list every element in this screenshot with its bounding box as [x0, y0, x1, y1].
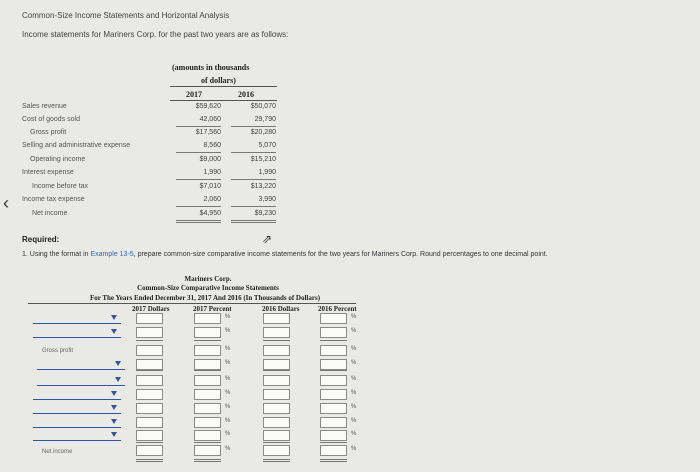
statement-rule: [28, 303, 356, 304]
percent-sign: %: [225, 376, 231, 382]
percent-2016-input[interactable]: [320, 345, 347, 356]
row-value-2017: 8,560: [203, 142, 221, 149]
percent-2017-input[interactable]: [194, 359, 221, 370]
percent-2016-input[interactable]: [320, 417, 347, 428]
dollars-2016-input[interactable]: [263, 327, 290, 338]
dollars-2017-input[interactable]: [136, 403, 163, 414]
year-2016-header: 2016: [238, 90, 254, 99]
line-item-dropdown[interactable]: [33, 418, 121, 428]
row-label: Selling and administrative expense: [22, 142, 131, 149]
row-value-2017: $17,560: [195, 129, 221, 136]
row-label: Net income: [32, 210, 68, 217]
total-double-rule: [176, 220, 221, 223]
col-2016-percent: 2016 Percent: [318, 305, 357, 313]
dollars-2017-input[interactable]: [136, 430, 163, 441]
chevron-down-icon: [111, 329, 117, 334]
subtotal-rule: [136, 370, 163, 371]
dollars-2016-input[interactable]: [263, 430, 290, 441]
subtotal-rule: [263, 370, 290, 371]
chevron-down-icon: [111, 419, 117, 424]
line-item-dropdown[interactable]: [37, 360, 125, 370]
percent-sign: %: [225, 446, 231, 452]
row-value-2017: $9,000: [199, 156, 221, 163]
percent-2017-input[interactable]: [194, 313, 221, 324]
row-value-2017: 42,060: [199, 116, 221, 123]
row-value-2016: 1,990: [258, 169, 276, 176]
statement-heading: Common-Size Comparative Income Statements: [137, 284, 279, 292]
subtotal-rule: [136, 340, 163, 341]
percent-2017-input[interactable]: [194, 445, 221, 456]
row-value-2016: 5,070: [258, 142, 276, 149]
dollars-2017-input[interactable]: [136, 445, 163, 456]
percent-2017-input[interactable]: [194, 403, 221, 414]
row-label: Cost of goods sold: [22, 116, 80, 123]
percent-2016-input[interactable]: [320, 375, 347, 386]
chevron-down-icon: [115, 361, 121, 366]
page-title: Common-Size Income Statements and Horizontal Analysis: [22, 11, 230, 20]
dollars-2016-input[interactable]: [263, 417, 290, 428]
row-value-2016: $20,280: [250, 129, 276, 136]
percent-sign: %: [225, 418, 231, 424]
percent-sign: %: [351, 390, 357, 396]
total-double-rule: [263, 459, 290, 462]
percent-sign: %: [351, 446, 357, 452]
row-value-2017: $4,950: [199, 210, 221, 217]
percent-2016-input[interactable]: [320, 313, 347, 324]
chevron-down-icon: [111, 432, 117, 437]
percent-sign: %: [351, 360, 357, 366]
total-double-rule: [136, 459, 163, 462]
percent-sign: %: [225, 328, 231, 334]
row-value-2017: $7,010: [199, 183, 221, 190]
line-item-dropdown[interactable]: [33, 390, 121, 400]
subtotal-rule: [231, 179, 276, 180]
percent-2016-input[interactable]: [320, 327, 347, 338]
chevron-down-icon: [111, 315, 117, 320]
total-double-rule: [231, 220, 276, 223]
row-value-2016: $13,220: [250, 183, 276, 190]
line-item-dropdown[interactable]: [33, 404, 121, 414]
row-label: Income before tax: [32, 183, 89, 190]
percent-sign: %: [225, 390, 231, 396]
dollars-2017-input[interactable]: [136, 389, 163, 400]
percent-2017-input[interactable]: [194, 327, 221, 338]
percent-sign: %: [351, 346, 357, 352]
subtotal-rule: [176, 126, 221, 127]
percent-sign: %: [351, 418, 357, 424]
col-2017-dollars: 2017 Dollars: [132, 305, 170, 313]
statement-period: For The Years Ended December 31, 2017 And 2016 (In Thousands of Dollars): [89, 294, 321, 302]
row-value-2017: $59,620: [195, 103, 221, 110]
subtotal-rule: [231, 152, 276, 153]
percent-sign: %: [225, 404, 231, 410]
chevron-left-icon[interactable]: ‹: [3, 193, 9, 213]
line-item-dropdown[interactable]: [33, 314, 121, 324]
chevron-down-icon: [111, 391, 117, 396]
percent-2016-input[interactable]: [320, 445, 347, 456]
percent-sign: %: [351, 431, 357, 437]
dollars-2017-input[interactable]: [136, 359, 163, 370]
dollars-2016-input[interactable]: [263, 359, 290, 370]
line-item-dropdown[interactable]: [33, 328, 121, 338]
chevron-down-icon: [115, 377, 121, 382]
percent-sign: %: [351, 404, 357, 410]
year-2017-header: 2017: [186, 90, 202, 99]
dollars-2017-input[interactable]: [136, 327, 163, 338]
dollars-2016-input[interactable]: [263, 313, 290, 324]
subtotal-rule: [176, 152, 221, 153]
subtotal-rule: [194, 442, 221, 443]
percent-2017-input[interactable]: [194, 345, 221, 356]
gross-profit-label: Gross profit: [42, 348, 74, 354]
chevron-down-icon: [111, 405, 117, 410]
table-caption-line1: (amounts in thousands: [172, 63, 250, 72]
percent-sign: %: [351, 314, 357, 320]
percent-sign: %: [351, 328, 357, 334]
mouse-cursor-icon: ⇗: [262, 232, 273, 246]
percent-sign: %: [225, 360, 231, 366]
subtotal-rule: [194, 370, 221, 371]
row-label: Interest expense: [22, 169, 74, 176]
row-label: Sales revenue: [22, 103, 67, 110]
subtotal-rule: [320, 442, 347, 443]
subtotal-rule: [231, 126, 276, 127]
percent-2017-input[interactable]: [194, 417, 221, 428]
line-item-dropdown[interactable]: [33, 431, 121, 441]
dollars-2017-input[interactable]: [136, 417, 163, 428]
percent-2016-input[interactable]: [320, 430, 347, 441]
row-label: Operating income: [30, 156, 86, 163]
subtotal-rule: [263, 442, 290, 443]
header-rule-2: [170, 100, 277, 101]
question-1: [22, 251, 548, 258]
percent-sign: %: [225, 346, 231, 352]
net-income-label: Net income: [42, 449, 73, 455]
total-double-rule: [194, 459, 221, 462]
dollars-2017-input[interactable]: [136, 375, 163, 386]
dollars-2016-input[interactable]: [263, 389, 290, 400]
col-2016-dollars: 2016 Dollars: [262, 305, 300, 313]
row-value-2016: 3,990: [258, 196, 276, 203]
subtotal-rule: [176, 179, 221, 180]
percent-2016-input[interactable]: [320, 403, 347, 414]
row-value-2016: 29,790: [254, 116, 276, 123]
row-value-2016: $50,070: [250, 103, 276, 110]
total-double-rule: [320, 459, 347, 462]
question-1-prefix: 1. Using the format in: [22, 251, 91, 258]
row-value-2017: 2,060: [203, 196, 221, 203]
row-label: Gross profit: [30, 129, 67, 136]
subtotal-rule: [320, 370, 347, 371]
row-value-2016: $9,230: [254, 210, 276, 217]
row-value-2016: $15,210: [250, 156, 276, 163]
percent-2017-input[interactable]: [194, 375, 221, 386]
subtotal-rule: [176, 206, 221, 207]
dollars-2017-input[interactable]: [136, 313, 163, 324]
row-value-2017: 1,990: [203, 169, 221, 176]
col-2017-percent: 2017 Percent: [193, 305, 232, 313]
table-caption-line2: of dollars): [201, 76, 236, 85]
subtotal-rule: [320, 340, 347, 341]
dollars-2016-input[interactable]: [263, 403, 290, 414]
percent-2016-input[interactable]: [320, 359, 347, 370]
subtotal-rule: [136, 442, 163, 443]
dollars-2016-input[interactable]: [263, 375, 290, 386]
dollars-2017-input[interactable]: [136, 345, 163, 356]
percent-sign: %: [225, 314, 231, 320]
row-label: Income tax expense: [22, 196, 85, 203]
percent-sign: %: [225, 431, 231, 437]
subtotal-rule: [263, 340, 290, 341]
percent-2017-input[interactable]: [194, 389, 221, 400]
header-rule: [170, 86, 277, 87]
percent-2016-input[interactable]: [320, 389, 347, 400]
dollars-2016-input[interactable]: [263, 345, 290, 356]
percent-2017-input[interactable]: [194, 430, 221, 441]
intro-text: Income statements for Mariners Corp. for the past two years are as follows:: [22, 30, 289, 39]
line-item-dropdown[interactable]: [37, 376, 125, 386]
example-link[interactable]: Example 13-5: [90, 251, 134, 258]
subtotal-rule: [231, 206, 276, 207]
required-heading: Required:: [22, 235, 60, 244]
question-1-suffix: , prepare common-size comparative income statements for the two years for Mariners Corp. Round percentages to one decimal point.: [133, 251, 548, 258]
subtotal-rule: [194, 340, 221, 341]
percent-sign: %: [351, 376, 357, 382]
dollars-2016-input[interactable]: [263, 445, 290, 456]
statement-company: Mariners Corp.: [184, 275, 232, 283]
